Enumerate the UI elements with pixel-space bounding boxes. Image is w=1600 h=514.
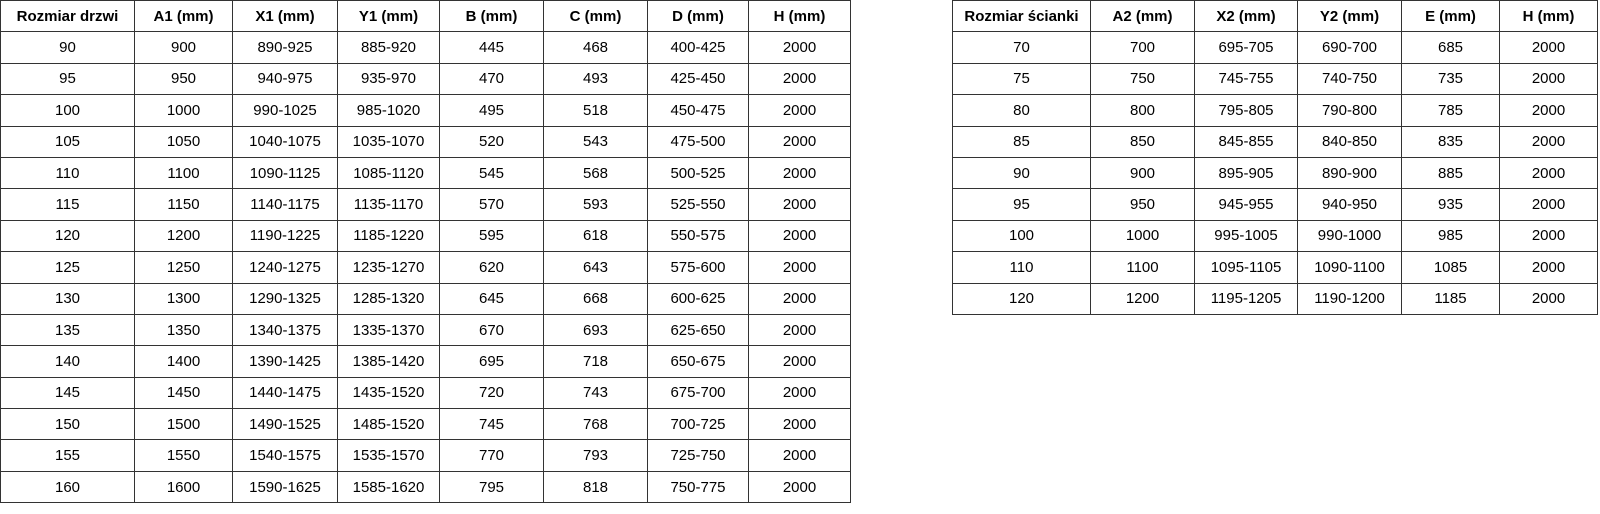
table-cell: 740-750 bbox=[1298, 63, 1402, 94]
table-cell: 718 bbox=[544, 346, 648, 377]
header-row bbox=[953, 1, 1598, 32]
table-cell: 770 bbox=[440, 440, 544, 471]
table-cell: 885 bbox=[1402, 157, 1500, 188]
table-cell: 1100 bbox=[1091, 252, 1195, 283]
table-cell: 80 bbox=[953, 95, 1091, 126]
table-cell: 2000 bbox=[1500, 252, 1598, 283]
table-row bbox=[953, 220, 1598, 251]
table-cell: 990-1025 bbox=[233, 95, 338, 126]
table-cell: 2000 bbox=[749, 157, 851, 188]
table-cell: 1190-1225 bbox=[233, 220, 338, 251]
table-cell: 620 bbox=[440, 252, 544, 283]
table-cell: 1240-1275 bbox=[233, 252, 338, 283]
table-cell: 2000 bbox=[749, 95, 851, 126]
table-cell: 2000 bbox=[749, 189, 851, 220]
table-cell: 1035-1070 bbox=[338, 126, 440, 157]
table-cell: 795-805 bbox=[1195, 95, 1298, 126]
table-cell: 550-575 bbox=[648, 220, 749, 251]
table-cell: 2000 bbox=[749, 63, 851, 94]
table-cell: 470 bbox=[440, 63, 544, 94]
table-cell: 743 bbox=[544, 377, 648, 408]
table-cell: 1385-1420 bbox=[338, 346, 440, 377]
table-cell: 618 bbox=[544, 220, 648, 251]
table-cell: 845-855 bbox=[1195, 126, 1298, 157]
table-cell: 985-1020 bbox=[338, 95, 440, 126]
table-cell: 2000 bbox=[1500, 126, 1598, 157]
table-cell: 1095-1105 bbox=[1195, 252, 1298, 283]
table-cell: 1550 bbox=[135, 440, 233, 471]
table-cell: 1590-1625 bbox=[233, 471, 338, 502]
table-cell: 525-550 bbox=[648, 189, 749, 220]
wall-size-table bbox=[952, 0, 1598, 315]
column-header: Y1 (mm) bbox=[338, 1, 440, 32]
table-cell: 1000 bbox=[135, 95, 233, 126]
table-cell: 1585-1620 bbox=[338, 471, 440, 502]
table-cell: 425-450 bbox=[648, 63, 749, 94]
table-cell: 720 bbox=[440, 377, 544, 408]
table-cell: 685 bbox=[1402, 32, 1500, 63]
table-cell: 150 bbox=[1, 409, 135, 440]
table-cell: 2000 bbox=[1500, 189, 1598, 220]
table-cell: 2000 bbox=[1500, 32, 1598, 63]
table-cell: 900 bbox=[1091, 157, 1195, 188]
table-cell: 675-700 bbox=[648, 377, 749, 408]
table-cell: 895-905 bbox=[1195, 157, 1298, 188]
table-cell: 130 bbox=[1, 283, 135, 314]
table-cell: 120 bbox=[1, 220, 135, 251]
table-cell: 70 bbox=[953, 32, 1091, 63]
table-cell: 768 bbox=[544, 409, 648, 440]
table-cell: 545 bbox=[440, 157, 544, 188]
table-cell: 1250 bbox=[135, 252, 233, 283]
table-cell: 950 bbox=[1091, 189, 1195, 220]
table-cell: 1390-1425 bbox=[233, 346, 338, 377]
table-cell: 1190-1200 bbox=[1298, 283, 1402, 314]
table-cell: 650-675 bbox=[648, 346, 749, 377]
column-header: Rozmiar drzwi bbox=[1, 1, 135, 32]
table-cell: 2000 bbox=[749, 440, 851, 471]
table-cell: 95 bbox=[1, 63, 135, 94]
table-cell: 940-975 bbox=[233, 63, 338, 94]
table-cell: 1600 bbox=[135, 471, 233, 502]
table-cell: 668 bbox=[544, 283, 648, 314]
table-cell: 160 bbox=[1, 471, 135, 502]
table-row bbox=[1, 314, 851, 345]
table-cell: 110 bbox=[953, 252, 1091, 283]
table-cell: 2000 bbox=[749, 126, 851, 157]
table-cell: 785 bbox=[1402, 95, 1500, 126]
column-header: A1 (mm) bbox=[135, 1, 233, 32]
table-cell: 493 bbox=[544, 63, 648, 94]
table-cell: 1100 bbox=[135, 157, 233, 188]
table-cell: 145 bbox=[1, 377, 135, 408]
table-cell: 695 bbox=[440, 346, 544, 377]
column-header: D (mm) bbox=[648, 1, 749, 32]
table-cell: 445 bbox=[440, 32, 544, 63]
table-cell: 890-900 bbox=[1298, 157, 1402, 188]
table-row bbox=[953, 63, 1598, 94]
table-cell: 745 bbox=[440, 409, 544, 440]
table-cell: 85 bbox=[953, 126, 1091, 157]
table-cell: 745-755 bbox=[1195, 63, 1298, 94]
table-cell: 568 bbox=[544, 157, 648, 188]
table-cell: 700-725 bbox=[648, 409, 749, 440]
table-cell: 595 bbox=[440, 220, 544, 251]
table-cell: 625-650 bbox=[648, 314, 749, 345]
table-cell: 1185-1220 bbox=[338, 220, 440, 251]
table-cell: 1040-1075 bbox=[233, 126, 338, 157]
table-cell: 105 bbox=[1, 126, 135, 157]
table-cell: 935-970 bbox=[338, 63, 440, 94]
table-cell: 2000 bbox=[1500, 95, 1598, 126]
table-cell: 690-700 bbox=[1298, 32, 1402, 63]
table-row bbox=[953, 189, 1598, 220]
table-cell: 135 bbox=[1, 314, 135, 345]
table-cell: 835 bbox=[1402, 126, 1500, 157]
table-cell: 1235-1270 bbox=[338, 252, 440, 283]
table-cell: 750 bbox=[1091, 63, 1195, 94]
table-cell: 1490-1525 bbox=[233, 409, 338, 440]
table-row bbox=[953, 126, 1598, 157]
table-cell: 2000 bbox=[749, 471, 851, 502]
table-cell: 940-950 bbox=[1298, 189, 1402, 220]
table-row bbox=[1, 63, 851, 94]
table-cell: 575-600 bbox=[648, 252, 749, 283]
table-cell: 750-775 bbox=[648, 471, 749, 502]
column-header: X2 (mm) bbox=[1195, 1, 1298, 32]
table-cell: 1300 bbox=[135, 283, 233, 314]
table-cell: 475-500 bbox=[648, 126, 749, 157]
table-row bbox=[1, 409, 851, 440]
table-cell: 885-920 bbox=[338, 32, 440, 63]
table-cell: 995-1005 bbox=[1195, 220, 1298, 251]
table-cell: 950 bbox=[135, 63, 233, 94]
table-cell: 75 bbox=[953, 63, 1091, 94]
table-cell: 818 bbox=[544, 471, 648, 502]
table-cell: 2000 bbox=[749, 32, 851, 63]
table-row bbox=[1, 189, 851, 220]
table-row bbox=[1, 377, 851, 408]
table-cell: 1050 bbox=[135, 126, 233, 157]
table-cell: 2000 bbox=[749, 220, 851, 251]
table-cell: 90 bbox=[1, 32, 135, 63]
table-cell: 670 bbox=[440, 314, 544, 345]
table-cell: 693 bbox=[544, 314, 648, 345]
table-cell: 793 bbox=[544, 440, 648, 471]
column-header: H (mm) bbox=[1500, 1, 1598, 32]
table-cell: 1340-1375 bbox=[233, 314, 338, 345]
column-header: X1 (mm) bbox=[233, 1, 338, 32]
column-header: H (mm) bbox=[749, 1, 851, 32]
table-cell: 1200 bbox=[1091, 283, 1195, 314]
table-row bbox=[1, 346, 851, 377]
table-cell: 800 bbox=[1091, 95, 1195, 126]
table-cell: 120 bbox=[953, 283, 1091, 314]
table-cell: 115 bbox=[1, 189, 135, 220]
table-row bbox=[1, 471, 851, 502]
column-header: A2 (mm) bbox=[1091, 1, 1195, 32]
table-cell: 125 bbox=[1, 252, 135, 283]
table-cell: 468 bbox=[544, 32, 648, 63]
table-cell: 518 bbox=[544, 95, 648, 126]
table-cell: 2000 bbox=[1500, 220, 1598, 251]
table-cell: 1335-1370 bbox=[338, 314, 440, 345]
table-cell: 593 bbox=[544, 189, 648, 220]
table-cell: 450-475 bbox=[648, 95, 749, 126]
table-row bbox=[1, 157, 851, 188]
table-cell: 520 bbox=[440, 126, 544, 157]
table-row bbox=[1, 32, 851, 63]
column-header: C (mm) bbox=[544, 1, 648, 32]
table-row bbox=[953, 95, 1598, 126]
table-cell: 1085 bbox=[1402, 252, 1500, 283]
table-cell: 1090-1125 bbox=[233, 157, 338, 188]
table-cell: 945-955 bbox=[1195, 189, 1298, 220]
table-cell: 1135-1170 bbox=[338, 189, 440, 220]
table-cell: 985 bbox=[1402, 220, 1500, 251]
table-cell: 500-525 bbox=[648, 157, 749, 188]
table-row bbox=[1, 220, 851, 251]
table-cell: 643 bbox=[544, 252, 648, 283]
table-cell: 1450 bbox=[135, 377, 233, 408]
table-cell: 1200 bbox=[135, 220, 233, 251]
table-cell: 1150 bbox=[135, 189, 233, 220]
table-cell: 570 bbox=[440, 189, 544, 220]
table-cell: 90 bbox=[953, 157, 1091, 188]
table-cell: 735 bbox=[1402, 63, 1500, 94]
table-row bbox=[1, 126, 851, 157]
table-cell: 700 bbox=[1091, 32, 1195, 63]
table-row bbox=[953, 157, 1598, 188]
table-row bbox=[1, 95, 851, 126]
table-cell: 1000 bbox=[1091, 220, 1195, 251]
table-cell: 850 bbox=[1091, 126, 1195, 157]
table-cell: 1435-1520 bbox=[338, 377, 440, 408]
table-row bbox=[953, 283, 1598, 314]
column-header: B (mm) bbox=[440, 1, 544, 32]
table-cell: 935 bbox=[1402, 189, 1500, 220]
table-cell: 1285-1320 bbox=[338, 283, 440, 314]
table-cell: 400-425 bbox=[648, 32, 749, 63]
table-row bbox=[1, 283, 851, 314]
table-cell: 645 bbox=[440, 283, 544, 314]
table-cell: 2000 bbox=[1500, 283, 1598, 314]
column-header: E (mm) bbox=[1402, 1, 1500, 32]
table-cell: 695-705 bbox=[1195, 32, 1298, 63]
column-header: Rozmiar ścianki bbox=[953, 1, 1091, 32]
table-cell: 1440-1475 bbox=[233, 377, 338, 408]
table-cell: 840-850 bbox=[1298, 126, 1402, 157]
table-cell: 1485-1520 bbox=[338, 409, 440, 440]
table-cell: 790-800 bbox=[1298, 95, 1402, 126]
table-cell: 2000 bbox=[749, 409, 851, 440]
table-cell: 110 bbox=[1, 157, 135, 188]
table-row bbox=[1, 440, 851, 471]
table-cell: 1195-1205 bbox=[1195, 283, 1298, 314]
table-cell: 2000 bbox=[1500, 157, 1598, 188]
table-row bbox=[953, 32, 1598, 63]
table-cell: 543 bbox=[544, 126, 648, 157]
table-cell: 795 bbox=[440, 471, 544, 502]
table-cell: 2000 bbox=[749, 252, 851, 283]
table-cell: 2000 bbox=[749, 377, 851, 408]
table-cell: 95 bbox=[953, 189, 1091, 220]
table-cell: 2000 bbox=[749, 283, 851, 314]
table-cell: 1540-1575 bbox=[233, 440, 338, 471]
column-header: Y2 (mm) bbox=[1298, 1, 1402, 32]
table-cell: 2000 bbox=[749, 346, 851, 377]
table-cell: 890-925 bbox=[233, 32, 338, 63]
table-cell: 140 bbox=[1, 346, 135, 377]
table-cell: 900 bbox=[135, 32, 233, 63]
table-cell: 2000 bbox=[749, 314, 851, 345]
table-cell: 600-625 bbox=[648, 283, 749, 314]
table-cell: 155 bbox=[1, 440, 135, 471]
table-cell: 725-750 bbox=[648, 440, 749, 471]
table-cell: 2000 bbox=[1500, 63, 1598, 94]
table-cell: 1350 bbox=[135, 314, 233, 345]
table-cell: 1290-1325 bbox=[233, 283, 338, 314]
table-cell: 1500 bbox=[135, 409, 233, 440]
table-cell: 1400 bbox=[135, 346, 233, 377]
table-row bbox=[1, 252, 851, 283]
table-cell: 1535-1570 bbox=[338, 440, 440, 471]
table-cell: 1140-1175 bbox=[233, 189, 338, 220]
table-cell: 495 bbox=[440, 95, 544, 126]
table-cell: 100 bbox=[1, 95, 135, 126]
table-cell: 990-1000 bbox=[1298, 220, 1402, 251]
table-cell: 1185 bbox=[1402, 283, 1500, 314]
table-row bbox=[953, 252, 1598, 283]
table-cell: 1090-1100 bbox=[1298, 252, 1402, 283]
header-row bbox=[1, 1, 851, 32]
table-cell: 1085-1120 bbox=[338, 157, 440, 188]
table-cell: 100 bbox=[953, 220, 1091, 251]
